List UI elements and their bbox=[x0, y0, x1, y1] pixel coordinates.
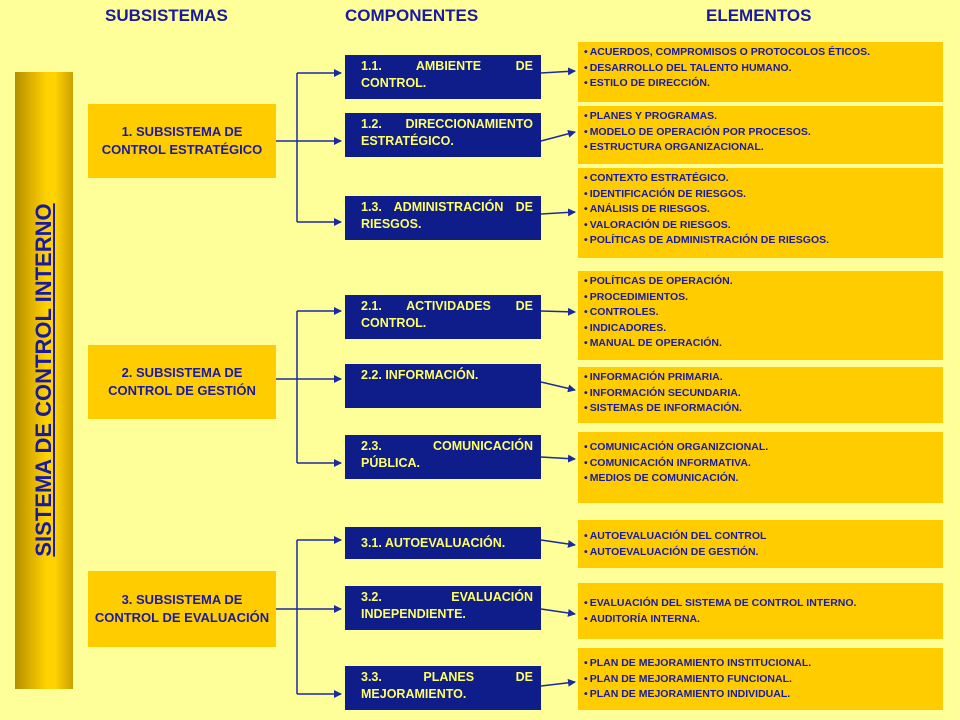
header-elementos: ELEMENTOS bbox=[706, 6, 812, 25]
element-item: • PLAN DE MEJORAMIENTO FUNCIONAL. bbox=[584, 672, 937, 688]
element-item: • ESTILO DE DIRECCIÓN. bbox=[584, 76, 937, 92]
component-1-3: 1.3. ADMINISTRACIÓN DE RIESGOS. bbox=[345, 196, 541, 240]
element-item: • CONTEXTO ESTRATÉGICO. bbox=[584, 171, 937, 187]
element-item: • COMUNICACIÓN ORGANIZCIONAL. bbox=[584, 440, 937, 456]
component-3-2: 3.2. EVALUACIÓN INDEPENDIENTE. bbox=[345, 586, 541, 630]
arrow-e7 bbox=[541, 540, 575, 545]
element-item: • ESTRUCTURA ORGANIZACIONAL. bbox=[584, 140, 937, 156]
element-item: • MEDIOS DE COMUNICACIÓN. bbox=[584, 471, 937, 487]
element-item: • ANÁLISIS DE RIESGOS. bbox=[584, 202, 937, 218]
element-item: • VALORACIÓN DE RIESGOS. bbox=[584, 218, 937, 234]
component-3-1: 3.1. AUTOEVALUACIÓN. bbox=[345, 527, 541, 559]
element-item: • COMUNICACIÓN INFORMATIVA. bbox=[584, 456, 937, 472]
arrow-e6 bbox=[541, 457, 575, 459]
arrow-e9 bbox=[541, 682, 575, 686]
element-item: • PLAN DE MEJORAMIENTO INDIVIDUAL. bbox=[584, 687, 937, 703]
element-item: • INFORMACIÓN PRIMARIA. bbox=[584, 370, 937, 386]
arrow-e4 bbox=[541, 311, 575, 312]
elements-1-1 bbox=[578, 42, 943, 102]
element-item: • PROCEDIMIENTOS. bbox=[584, 290, 937, 306]
component-2-3: 2.3. COMUNICACIÓN PÚBLICA. bbox=[345, 435, 541, 479]
arrow-e5 bbox=[541, 382, 575, 390]
element-item: • AUTOEVALUACIÓN DE GESTIÓN. bbox=[584, 545, 937, 561]
component-2-2: 2.2. INFORMACIÓN. bbox=[345, 364, 541, 408]
element-item: • INFORMACIÓN SECUNDARIA. bbox=[584, 386, 937, 402]
element-item: • AUDITORÍA INTERNA. bbox=[584, 612, 937, 628]
subsystem-3-box: 3. SUBSISTEMA DE CONTROL DE EVALUACIÓN bbox=[88, 571, 276, 647]
arrow-e1 bbox=[541, 71, 575, 73]
element-item: • SISTEMAS DE INFORMACIÓN. bbox=[584, 401, 937, 417]
arrow-e8 bbox=[541, 609, 575, 614]
element-item: • IDENTIFICACIÓN DE RIESGOS. bbox=[584, 187, 937, 203]
element-item: • POLÍTICAS DE OPERACIÓN. bbox=[584, 274, 937, 290]
connector-2 bbox=[276, 311, 297, 463]
element-item: • DESARROLLO DEL TALENTO HUMANO. bbox=[584, 61, 937, 77]
element-item: • PLAN DE MEJORAMIENTO INSTITUCIONAL. bbox=[584, 656, 937, 672]
connector-3 bbox=[276, 540, 297, 694]
element-item: • MANUAL DE OPERACIÓN. bbox=[584, 336, 937, 352]
elements-3-1 bbox=[578, 520, 943, 568]
component-2-1: 2.1. ACTIVIDADES DE CONTROL. bbox=[345, 295, 541, 339]
component-1-1: 1.1. AMBIENTE DE CONTROL. bbox=[345, 55, 541, 99]
elements-3-3 bbox=[578, 648, 943, 710]
element-item: • INDICADORES. bbox=[584, 321, 937, 337]
elements-1-3 bbox=[578, 168, 943, 258]
subsystem-1-box: 1. SUBSISTEMA DE CONTROL ESTRATÉGICO bbox=[88, 104, 276, 178]
header-componentes: COMPONENTES bbox=[345, 6, 479, 25]
elements-2-1 bbox=[578, 271, 943, 360]
arrow-e2 bbox=[541, 132, 575, 141]
system-title: SISTEMA DE CONTROL INTERNO bbox=[31, 203, 56, 557]
elements-3-2 bbox=[578, 583, 943, 639]
element-item: • EVALUACIÓN DEL SISTEMA DE CONTROL INTERNO. bbox=[584, 596, 937, 612]
header-subsistemas: SUBSISTEMAS bbox=[105, 6, 228, 25]
element-item: • AUTOEVALUACIÓN DEL CONTROL bbox=[584, 529, 937, 545]
element-item: • CONTROLES. bbox=[584, 305, 937, 321]
component-3-3: 3.3. PLANES DE MEJORAMIENTO. bbox=[345, 666, 541, 710]
elements-2-2 bbox=[578, 367, 943, 423]
element-item: • PLANES Y PROGRAMAS. bbox=[584, 109, 937, 125]
connector-1 bbox=[276, 73, 297, 222]
elements-2-3 bbox=[578, 432, 943, 503]
elements-1-2 bbox=[578, 106, 943, 164]
subsystem-2-box: 2. SUBSISTEMA DE CONTROL DE GESTIÓN bbox=[88, 345, 276, 419]
component-1-2: 1.2. DIRECCIONAMIENTO ESTRATÉGICO. bbox=[345, 113, 541, 157]
arrow-e3 bbox=[541, 212, 575, 214]
element-item: • POLÍTICAS DE ADMINISTRACIÓN DE RIESGOS. bbox=[584, 233, 937, 249]
element-item: • ACUERDOS, COMPROMISOS O PROTOCOLOS ÉTICOS. bbox=[584, 45, 937, 61]
element-item: • MODELO DE OPERACIÓN POR PROCESOS. bbox=[584, 125, 937, 141]
